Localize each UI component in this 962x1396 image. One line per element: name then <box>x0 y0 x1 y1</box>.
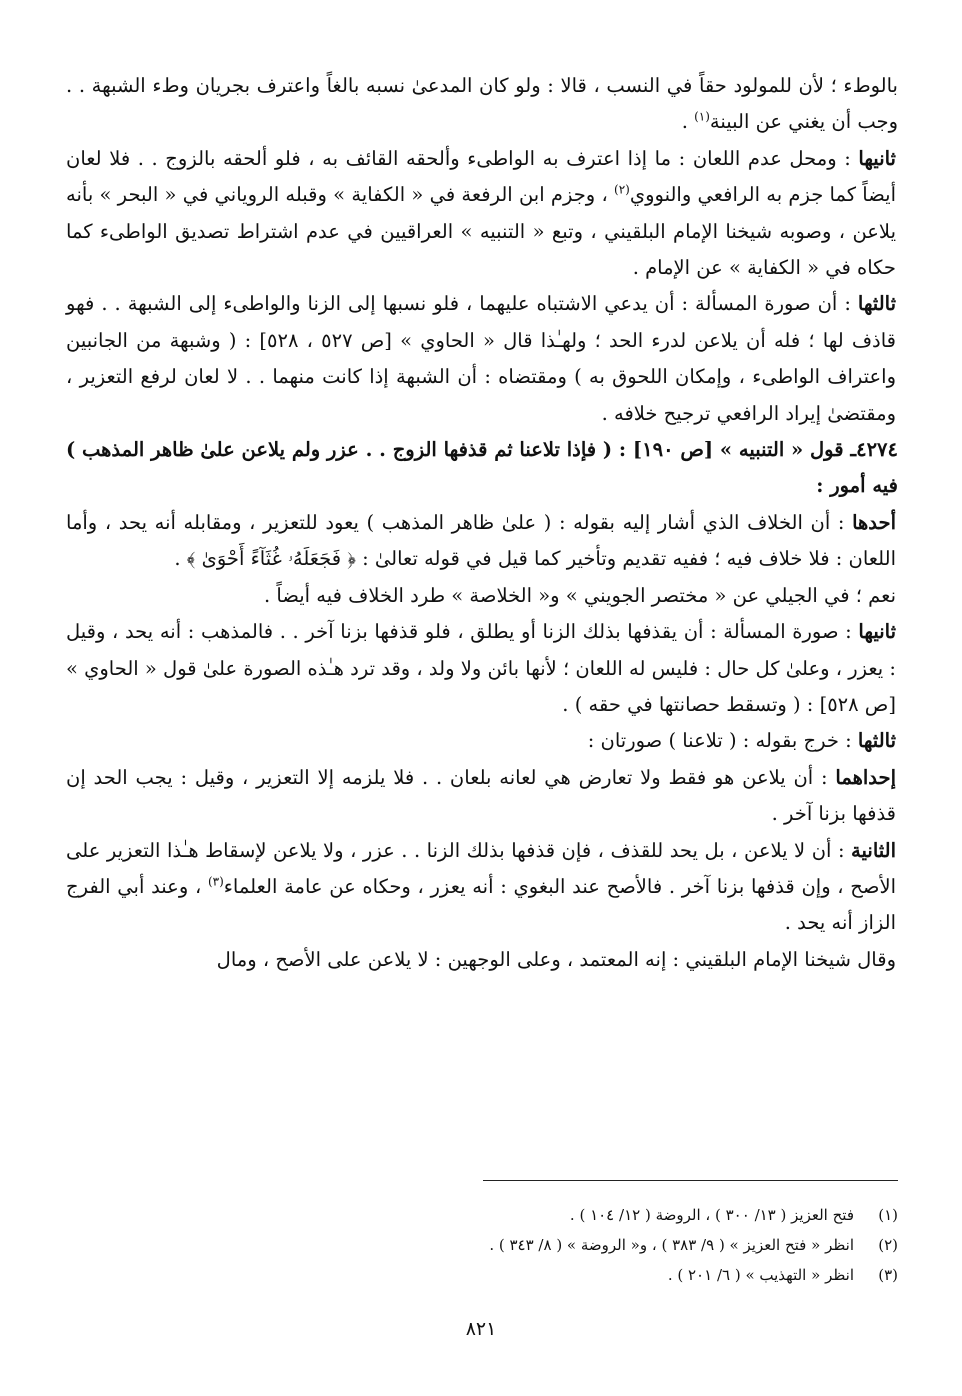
footnote-number: (٣) <box>878 1266 898 1284</box>
paragraph <box>66 833 898 942</box>
paragraph-text: : أن لا يلاعن ، بل يحد للقذف ، فإن قذفها بذلك الزنا . . عزر ، ولا يلاعن لإسقاط هـٰذا التعزير على الأصح ، وإن قذفها بزنا آخر . فالأصح عند البغوي : أنه يعزر ، وحكاه عن عامة العلماء <box>66 838 896 898</box>
paragraph <box>66 942 898 978</box>
footnote <box>66 1260 898 1290</box>
paragraph-text: : خرج بقوله : ( تلاعنا ) صورتان : <box>587 729 858 753</box>
paragraph-label: ثالثها <box>857 292 896 316</box>
paragraph-label: ثانيها <box>858 146 896 170</box>
paragraph-tail: ، وعند أبي الفرج الزاز أنه يحد . <box>66 874 896 935</box>
footnote-text: انظر « التهذيب » ( ٦/ ٢٠١ ) . <box>667 1266 854 1284</box>
footnote-ref: (٣) <box>207 874 224 889</box>
footnote-number: (٢) <box>878 1236 898 1254</box>
footnote-ref: (١) <box>694 109 710 124</box>
paragraph-text: بالوطء ؛ لأن للمولود حقاً في النسب ، قالا : ولو كان المدعىٰ نسبه بالغاً واعترف بجريان وطء الشبهة . . وجب أن يغني عن البينة <box>66 74 898 134</box>
paragraph <box>66 141 898 287</box>
paragraph <box>66 286 898 432</box>
paragraph-label: أحدها <box>852 510 896 534</box>
paragraph-text: : أن يلاعن هو فقط ولا تعارض هي لعانه بلعان . . فلا يلزمه إلا التعزير ، وقيل : يجب الحد إن قذفها بزنا آخر . <box>66 765 896 826</box>
paragraph-label: إحداهما <box>835 765 896 789</box>
paragraph-tail: . <box>681 110 695 134</box>
paragraph-text: : أن الخلاف الذي أشار إليه بقوله : ( علىٰ ظاهر المذهب ) يعود للتعزير ، ومقابله أنه يحد ، وأما اللعان : فلا خلاف فيه ؛ ففيه تقديم وتأخير كما قيل في قوله تعالىٰ : ﴿ فَجَعَلَهُۥ غُثَآءً أَحْوَىٰ ﴾ . <box>66 510 896 571</box>
issue-number: ٤٢٧٤ـ <box>850 438 898 462</box>
footnote <box>66 1230 898 1260</box>
footnote <box>66 1200 898 1230</box>
paragraph-text: : ومحل عدم اللعان : ما إذا اعترف به الواطىء وألحقه القائف به ، فلو ألحقه بالزوج . . فلا لعان أيضاً كما جزم به الرافعي والنووي <box>66 146 896 207</box>
paragraph-label: ثالثها <box>857 729 896 753</box>
footnote-number: (١) <box>878 1206 898 1224</box>
footnote-divider <box>483 1180 898 1181</box>
paragraph <box>66 505 898 578</box>
footnote-text: فتح العزيز ( ١٣/ ٣٠٠ ) ، الروضة ( ١٢/ ١٠٤ ) . <box>569 1206 854 1224</box>
paragraph-label: الثانية <box>851 838 896 862</box>
paragraph <box>66 578 898 614</box>
footnote-ref: (٢) <box>614 182 630 197</box>
footnotes <box>66 1200 898 1290</box>
paragraph <box>66 723 898 759</box>
footnote-text: انظر « فتح العزيز » ( ٩/ ٣٨٣ ) ، و« الروضة » ( ٨/ ٣٤٣ ) . <box>489 1236 854 1254</box>
paragraph-text: : صورة المسألة : أن يقذفها بذلك الزنا أو يطلق ، فلو قذفها بزنا آخر . . فالمذهب : أنه يحد ، وقيل : يعزر ، وعلىٰ كل حال : فليس له اللعان ؛ لأنها بائن ولا ولد ، وقد ترد هـٰذه الصورة علىٰ قول « الحاوي » [ص ٥٢٨] : ( وتسقط حصانتها في حقه ) . <box>66 620 896 716</box>
paragraph <box>66 68 898 141</box>
paragraph-text: وقال شيخنا الإمام البلقيني : إنه المعتمد ، وعلى الوجهين : لا يلاعن على الأصح ، ومال <box>216 947 896 971</box>
paragraph-tail: ، وجزم ابن الرفعة في « الكفاية » وقبله الروياني في « البحر » بأنه يلاعن ، وصوبه شيخنا الإمام البلقيني ، وتبع « التنبيه » العراقيين في عدم اشتراط تصديق الواطىء كما حكاه في « الكفاية » عن الإمام . <box>66 183 896 280</box>
main-text <box>66 68 898 978</box>
paragraph <box>66 760 898 833</box>
paragraph-text: نعم ؛ في الجيلي عن « مختصر الجويني » و« الخلاصة » طرد الخلاف فيه أيضاً . <box>264 583 896 607</box>
paragraph-text: : أن صورة المسألة : أن يدعي الاشتباه عليهما ، فلو نسبها إلى الزنا والواطىء إلى الشبهة . . فهو قاذف لها ؛ فله أن يلاعن لدرء الحد ؛ ولهـٰذا قال « الحاوي » [ص ٥٢٧ ، ٥٢٨] : ( وشبهة من الجانبين واعتراف الواطىء ، وإمكان اللحوق به ) ومقتضاه : أن الشبهة إذا كانت منهما . . لا لعان لرفع التعزير ، ومقتضىٰ إيراد الرافعي ترجيح خلافه . <box>66 292 896 425</box>
paragraph <box>66 614 898 723</box>
paragraph <box>66 432 898 505</box>
page-number: ٨٢١ <box>465 1318 497 1340</box>
paragraph-label: ثانيها <box>858 620 897 644</box>
paragraph-text: قول « التنبيه » [ص ١٩٠] : ( فإذا تلاعنا ثم قذفها الزوج . . عزر ولم يلاعن علىٰ ظاهر المذهب ) فيه أمور : <box>65 438 898 498</box>
